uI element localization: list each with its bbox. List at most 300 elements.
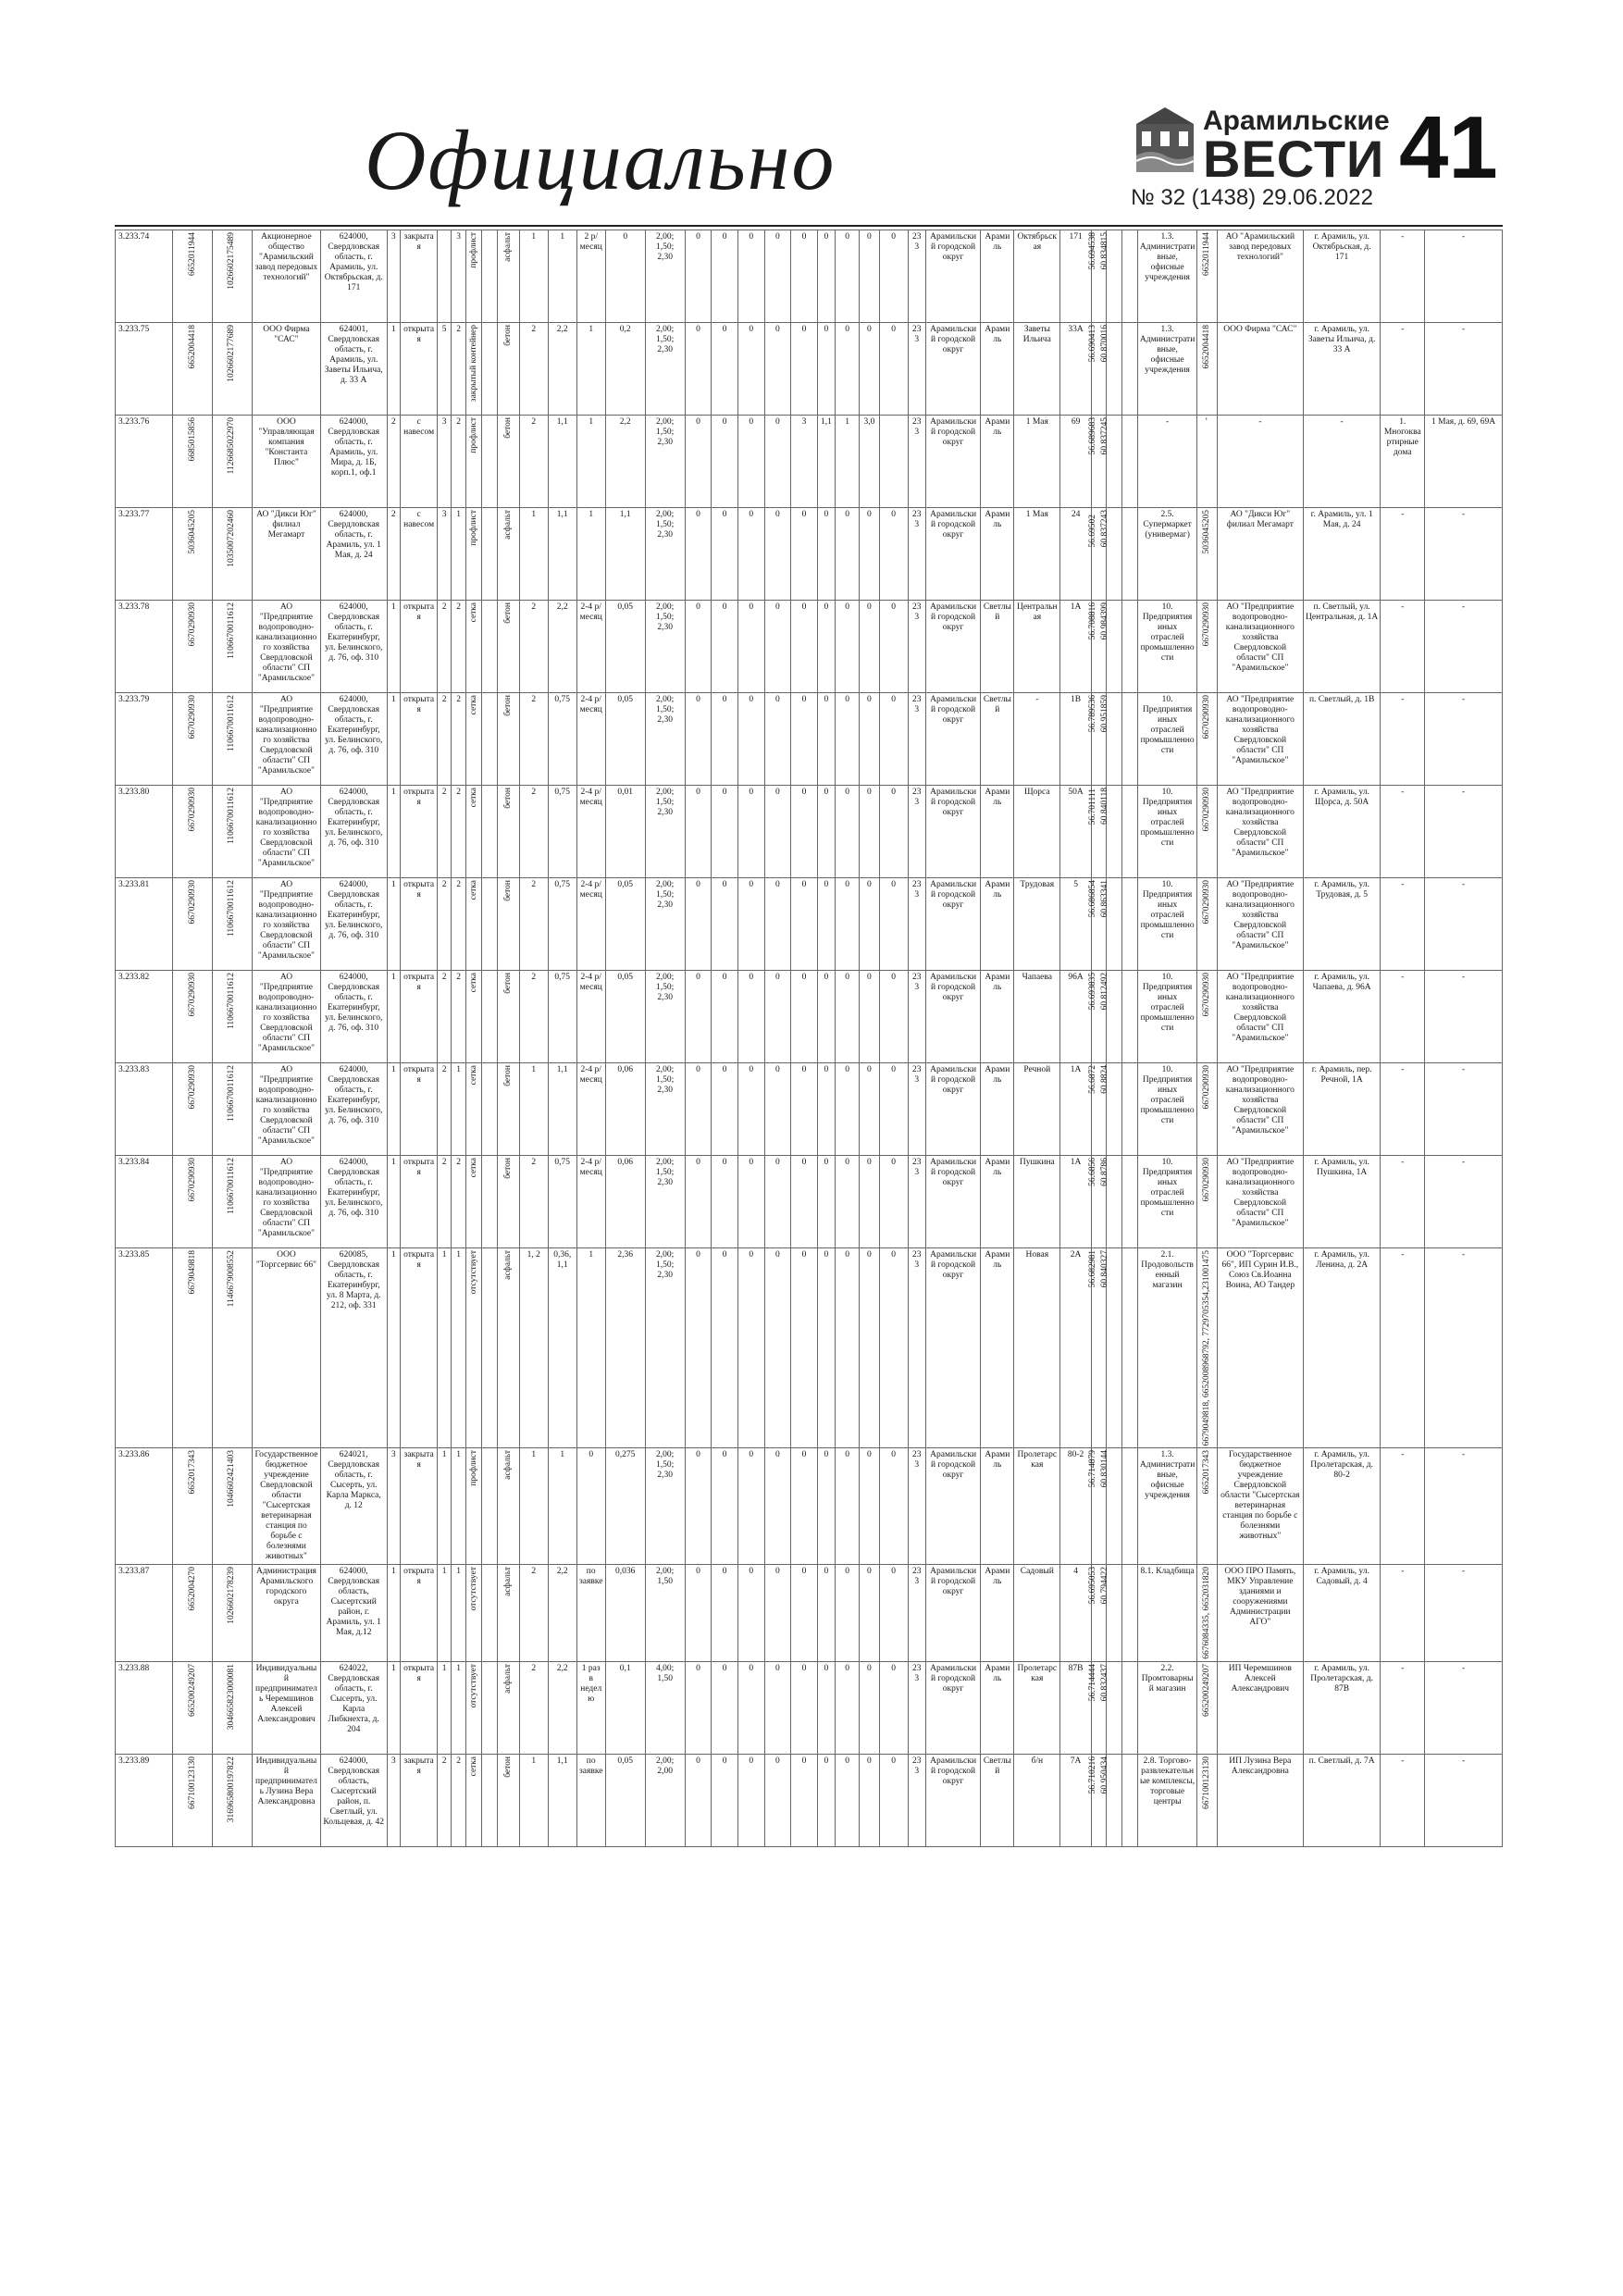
site-count: 1: [387, 1063, 400, 1156]
settlement: Арамиль: [981, 416, 1014, 508]
extra-value: 0: [860, 230, 879, 323]
source-inn: [1197, 971, 1217, 1063]
extra-value: 0: [685, 1755, 712, 1847]
street: Пушкина: [1014, 1156, 1060, 1248]
oktmo-code: 233: [908, 508, 925, 601]
coord-spacer-2: [1122, 878, 1138, 971]
oktmo-code: 233: [908, 1156, 925, 1248]
oktmo-code: 233: [908, 323, 925, 416]
newspaper-logo-main: ВЕСТИ: [1203, 130, 1385, 188]
coat-of-arms-icon: [1129, 104, 1201, 178]
source-inn-1: 6652011944: [1202, 232, 1212, 277]
house-number: 87В: [1060, 1662, 1091, 1755]
owner-ogrn: [213, 230, 253, 323]
source-inn-1: -: [1202, 417, 1212, 421]
site-cover-1: сетка: [468, 1065, 478, 1086]
site-cover-1: сетка: [468, 695, 478, 715]
row-number: 3.233.86: [116, 1448, 173, 1565]
extra-value: 0: [835, 1248, 859, 1448]
coordinates-2: 60.837245: [1099, 417, 1109, 455]
container-qty: 2: [519, 786, 548, 878]
street: Чапаева: [1014, 971, 1060, 1063]
extra-value: 0: [685, 1156, 712, 1248]
extra-value: 0: [712, 601, 738, 693]
site-base-1: бетон: [502, 1756, 513, 1778]
coordinates: [1087, 1565, 1109, 1662]
owner-inn: [173, 1156, 213, 1248]
container-count: 3: [451, 230, 466, 323]
housing-address: -: [1425, 1156, 1503, 1248]
site-count: 1: [387, 323, 400, 416]
owner-ogrn-1: 1106670011612: [227, 602, 237, 660]
source-category: 10. Предприятия иных отраслей промышленности: [1137, 1063, 1196, 1156]
owner-inn-1: 665200249207: [187, 1664, 197, 1718]
extra-value: 0: [817, 1565, 835, 1662]
street: Заветы Ильича: [1014, 323, 1060, 416]
site-cover-1: профлист: [468, 510, 478, 546]
extra-value: 0: [835, 693, 859, 786]
source-category: 10. Предприятия иных отраслей промышленности: [1137, 878, 1196, 971]
owner-inn-1: 6670290930: [187, 1158, 197, 1202]
coordinates-1: 56.714879: [1087, 1450, 1097, 1488]
extra-value: 0: [737, 878, 764, 971]
housing-address: -: [1425, 323, 1503, 416]
owner-inn-1: 6652004418: [187, 325, 197, 369]
extra-value: 0: [817, 786, 835, 878]
source-category: 1.3. Административные, офисные учреждения: [1137, 230, 1196, 323]
extra-value: 0: [737, 1448, 764, 1565]
extra-value: 0: [791, 971, 818, 1063]
municipality: Арамильский городской округ: [925, 1248, 981, 1448]
extra-value: 1,1: [817, 416, 835, 508]
site-base-1: асфальт: [502, 1567, 513, 1597]
source-category: 2.2. Промтоварный магазин: [1137, 1662, 1196, 1755]
source-organization: АО "Арамильский завод передовых технологий": [1217, 230, 1303, 323]
site-base: [497, 1448, 519, 1565]
owner-ogrn-1: 1126685022970: [227, 417, 237, 475]
source-organization: ИП Лузина Вера Александровна: [1217, 1755, 1303, 1847]
extra-value: 0: [685, 1565, 712, 1662]
site-base: [497, 1755, 519, 1847]
extra-value: 0: [879, 508, 908, 601]
owner-inn-1: 6670290930: [187, 1065, 197, 1110]
extra-value: 0: [860, 323, 879, 416]
extra-value: 0: [879, 230, 908, 323]
table-row: [116, 601, 1503, 693]
extra-value: 0: [764, 1755, 791, 1847]
site-cover: [466, 971, 482, 1063]
extra-value: 0: [737, 786, 764, 878]
site-base: [497, 230, 519, 323]
oktmo-code: 233: [908, 786, 925, 878]
extra-value: 0: [712, 693, 738, 786]
municipality: Арамильский городской округ: [925, 878, 981, 971]
site-cover: [466, 1662, 482, 1755]
owner-ogrn-1: 1106670011612: [227, 880, 237, 937]
extra-value: 0: [791, 508, 818, 601]
site-type: открытая: [400, 1063, 438, 1156]
container-count: 2: [451, 416, 466, 508]
pickup-frequency: 2-4 р/месяц: [576, 1156, 605, 1248]
extra-value: 0: [791, 1755, 818, 1847]
source-organization: ООО ПРО Память, МКУ Управление зданиями и сооружениями Администрации АГО": [1217, 1565, 1303, 1662]
owner-inn: [173, 323, 213, 416]
source-organization: АО "Предприятие водопроводно-канализационного хозяйства Свердловской области" СП "Арамильское": [1217, 786, 1303, 878]
row-number: 3.233.84: [116, 1156, 173, 1248]
site-cover: [466, 323, 482, 416]
oktmo-code: 233: [908, 1063, 925, 1156]
owner-inn: [173, 1448, 213, 1565]
container-qty: 2: [519, 1156, 548, 1248]
daily-volume: 0,2: [605, 323, 645, 416]
site-cover: [466, 1448, 482, 1565]
container-count-2: [482, 416, 498, 508]
owner-inn: [173, 1662, 213, 1755]
coordinates: [1087, 323, 1109, 416]
site-base-1: бетон: [502, 788, 513, 809]
container-qty: 2: [519, 693, 548, 786]
street: Новая: [1014, 1248, 1060, 1448]
site-cover: [466, 1248, 482, 1448]
site-sep: [438, 230, 451, 323]
housing-address: -: [1425, 1448, 1503, 1565]
source-organization: АО "Предприятие водопроводно-канализационного хозяйства Свердловской области" СП "Арамильское": [1217, 971, 1303, 1063]
source-category: 2.8. Торгово-развлекательные комплексы, торговые центры: [1137, 1755, 1196, 1847]
extra-value: 0: [791, 323, 818, 416]
site-type: открытая: [400, 1248, 438, 1448]
site-base: [497, 786, 519, 878]
extra-value: 0: [817, 1448, 835, 1565]
coordinates: [1087, 1063, 1109, 1156]
coordinates: [1087, 786, 1109, 878]
extra-value: 0: [685, 601, 712, 693]
owner-ogrn: [213, 1248, 253, 1448]
coordinates: [1087, 1755, 1109, 1847]
source-organization: АО "Предприятие водопроводно-канализационного хозяйства Свердловской области" СП "Арамильское": [1217, 693, 1303, 786]
container-count: 2: [451, 1156, 466, 1248]
site-count: 1: [387, 971, 400, 1063]
house-number: 4: [1060, 1565, 1091, 1662]
site-base: [497, 971, 519, 1063]
municipality: Арамильский городской округ: [925, 601, 981, 693]
owner-ogrn: [213, 1662, 253, 1755]
municipality: Арамильский городской округ: [925, 786, 981, 878]
source-inn-1: 6670290930: [1202, 973, 1212, 1017]
site-dimensions: 2,00; 1,50; 2,30: [645, 971, 685, 1063]
coordinates: [1087, 1248, 1109, 1448]
pickup-frequency: 2-4 р/месяц: [576, 1063, 605, 1156]
source-category: 2.5. Супермаркет (универмаг): [1137, 508, 1196, 601]
site-base-1: бетон: [502, 880, 513, 901]
extra-value: 0: [817, 1662, 835, 1755]
owner-inn: [173, 1248, 213, 1448]
site-base-1: асфальт: [502, 1250, 513, 1280]
container-volume: 1,1: [548, 508, 576, 601]
housing-address: -: [1425, 1755, 1503, 1847]
container-volume: 1: [548, 230, 576, 323]
extra-value: 0: [737, 1063, 764, 1156]
extra-value: 0: [835, 1565, 859, 1662]
coordinates-1: 56.686854: [1087, 880, 1097, 918]
issue-info: № 32 (1438) 29.06.2022: [1131, 185, 1373, 210]
coordinates: [1087, 971, 1109, 1063]
site-count: 1: [387, 1565, 400, 1662]
coordinates: [1087, 878, 1109, 971]
settlement: Арамиль: [981, 508, 1014, 601]
site-cover: [466, 1156, 482, 1248]
row-number: 3.233.88: [116, 1662, 173, 1755]
owner-inn: [173, 601, 213, 693]
settlement: Светлый: [981, 601, 1014, 693]
extra-value: 0: [879, 693, 908, 786]
owner-address: 624000, Свердловская область, г. Арамиль, ул. Мира, д. 1Б, корп.1, оф.1: [320, 416, 387, 508]
housing-address: -: [1425, 1662, 1503, 1755]
table-row: [116, 1448, 1503, 1565]
pickup-frequency: 1 раз в неделю: [576, 1662, 605, 1755]
oktmo-code: 233: [908, 416, 925, 508]
owner-ogrn-1: 1035007202460: [227, 510, 237, 567]
container-count: 1: [451, 1662, 466, 1755]
extra-value: 0: [879, 1565, 908, 1662]
source-inn-1: 6676084335, 6652031820: [1202, 1567, 1212, 1660]
site-base-1: бетон: [502, 695, 513, 716]
coordinates-2: 60.832437: [1099, 1664, 1109, 1702]
extra-value: 0: [860, 878, 879, 971]
source-inn-1: 6670290930: [1202, 695, 1212, 739]
owner-ogrn: [213, 1565, 253, 1662]
settlement: Арамиль: [981, 1448, 1014, 1565]
site-dimensions: 2,00; 2,00: [645, 1755, 685, 1847]
extra-value: 0: [879, 1063, 908, 1156]
extra-value: 0: [791, 786, 818, 878]
extra-value: 0: [817, 601, 835, 693]
coordinates-2: 60.870016: [1099, 325, 1109, 363]
owner-inn-1: 6670290930: [187, 695, 197, 739]
extra-value: 0: [764, 1248, 791, 1448]
owner-address: 624000, Свердловская область, г. Арамиль, ул. Октябрьская, д. 171: [320, 230, 387, 323]
owner-name: АО "Предприятие водопроводно-канализационного хозяйства Свердловской области" СП "Арамильское": [252, 1063, 320, 1156]
house-number: 1А: [1060, 1063, 1091, 1156]
source-organization: ООО "Торгсервис 66", ИП Сурин И.В., Союз Св.Иоанна Воина, АО Тандер: [1217, 1248, 1303, 1448]
site-dimensions: 2,00; 1,50; 2,30: [645, 693, 685, 786]
source-inn: [1197, 1565, 1217, 1662]
extra-value: 0: [860, 1662, 879, 1755]
coordinates: [1087, 416, 1109, 508]
extra-value: 0: [712, 323, 738, 416]
owner-ogrn: [213, 1156, 253, 1248]
coordinates-1: 56.789536: [1087, 695, 1097, 733]
house-number: 24: [1060, 508, 1091, 601]
site-count: 1: [387, 693, 400, 786]
extra-value: 0: [685, 230, 712, 323]
source-inn-1: 6652017343: [1202, 1450, 1212, 1495]
extra-value: 0: [835, 508, 859, 601]
page-number: 41: [1399, 98, 1498, 197]
pickup-frequency: по заявке: [576, 1755, 605, 1847]
row-number: 3.233.77: [116, 508, 173, 601]
owner-address: 624000, Свердловская область, г. Екатеринбург, ул. Белинского, д. 76, оф. 310: [320, 1156, 387, 1248]
settlement: Арамиль: [981, 1662, 1014, 1755]
owner-inn: [173, 971, 213, 1063]
site-cover-1: закрытый контейнер: [468, 325, 478, 403]
owner-name: АО "Предприятие водопроводно-канализационного хозяйства Свердловской области" СП "Арамильское": [252, 693, 320, 786]
owner-address: 620085, Свердловская область, г. Екатеринбург, ул. 8 Марта, д. 212, оф. 331: [320, 1248, 387, 1448]
extra-value: 0: [879, 601, 908, 693]
owner-ogrn-1: 1106670011612: [227, 788, 237, 845]
site-sep: 2: [438, 1755, 451, 1847]
site-sep: 1: [438, 1662, 451, 1755]
owner-ogrn: [213, 786, 253, 878]
site-type: закрытая: [400, 1448, 438, 1565]
source-inn-1: 6670290930: [1202, 788, 1212, 832]
coord-spacer-2: [1122, 1755, 1138, 1847]
extra-value: 0: [817, 1755, 835, 1847]
source-inn: [1197, 1156, 1217, 1248]
daily-volume: 2,2: [605, 416, 645, 508]
container-count: 1: [451, 1063, 466, 1156]
coordinates: [1087, 508, 1109, 601]
container-count-2: [482, 601, 498, 693]
street: Пролетарская: [1014, 1448, 1060, 1565]
coordinates-2: 60.830144: [1099, 1450, 1109, 1488]
site-type: открытая: [400, 878, 438, 971]
site-dimensions: 2,00; 1,50; 2,30: [645, 323, 685, 416]
extra-value: 0: [737, 971, 764, 1063]
extra-value: 0: [712, 1755, 738, 1847]
extra-value: 0: [879, 1448, 908, 1565]
site-dimensions: 2,00; 1,50; 2,30: [645, 230, 685, 323]
extra-value: 0: [879, 786, 908, 878]
extra-value: 0: [685, 693, 712, 786]
source-address: г. Арамиль, ул. Садовый, д. 4: [1303, 1565, 1381, 1662]
owner-ogrn-1: 1106670011612: [227, 1158, 237, 1215]
coordinates: [1087, 1448, 1109, 1565]
site-base: [497, 416, 519, 508]
owner-inn-1: 6652017343: [187, 1450, 197, 1495]
owner-ogrn: [213, 971, 253, 1063]
extra-value: 0: [685, 786, 712, 878]
container-count-2: [482, 1565, 498, 1662]
extra-value: 0: [879, 1662, 908, 1755]
site-dimensions: 2,00; 1,50; 2,30: [645, 601, 685, 693]
extra-value: 0: [817, 971, 835, 1063]
site-base: [497, 878, 519, 971]
site-count: 1: [387, 786, 400, 878]
coord-spacer-2: [1122, 230, 1138, 323]
oktmo-code: 233: [908, 693, 925, 786]
settlement: Арамиль: [981, 1565, 1014, 1662]
container-count-2: [482, 878, 498, 971]
house-number: 96А: [1060, 971, 1091, 1063]
daily-volume: 0: [605, 230, 645, 323]
extra-value: 0: [860, 601, 879, 693]
table-row: [116, 1662, 1503, 1755]
source-address: г. Арамиль, пер. Речной, 1А: [1303, 1063, 1381, 1156]
extra-value: 0: [737, 1156, 764, 1248]
row-number: 3.233.82: [116, 971, 173, 1063]
source-category: 10. Предприятия иных отраслей промышленности: [1137, 601, 1196, 693]
coordinates-2: 60.951859: [1099, 695, 1109, 733]
extra-value: 0: [737, 1755, 764, 1847]
site-count: 1: [387, 1248, 400, 1448]
coordinates-1: 56.694538: [1087, 232, 1097, 270]
owner-name: Индивидуальный предприниматель Лузина Вера Александровна: [252, 1755, 320, 1847]
extra-value: 0: [764, 601, 791, 693]
table-row: [116, 786, 1503, 878]
container-count: 2: [451, 971, 466, 1063]
site-base-1: бетон: [502, 417, 513, 439]
street: Пролетарская: [1014, 1662, 1060, 1755]
owner-inn-1: 6670290930: [187, 880, 197, 925]
oktmo-code: 233: [908, 1448, 925, 1565]
container-volume: 1,1: [548, 1063, 576, 1156]
extra-value: 0: [860, 1755, 879, 1847]
owner-address: 624000, Свердловская область, г. Екатеринбург, ул. Белинского, д. 76, оф. 310: [320, 601, 387, 693]
extra-value: 0: [712, 1063, 738, 1156]
site-type: открытая: [400, 693, 438, 786]
extra-value: 0: [835, 1755, 859, 1847]
pickup-frequency: 2-4 р/месяц: [576, 786, 605, 878]
container-count-2: [482, 971, 498, 1063]
owner-name: Государственное бюджетное учреждение Свердловской области "Сысертская ветеринарная станция по борьбе с болезнями животных": [252, 1448, 320, 1565]
site-sep: 1: [438, 1565, 451, 1662]
pickup-frequency: 2-4 р/месяц: [576, 693, 605, 786]
housing-type: -: [1381, 508, 1425, 601]
extra-value: 0: [685, 1448, 712, 1565]
source-address: г. Арамиль, ул. Щорса, д. 50А: [1303, 786, 1381, 878]
container-volume: 0,36, 1,1: [548, 1248, 576, 1448]
owner-inn-1: 6685015856: [187, 417, 197, 462]
coordinates-2: 60.8786: [1099, 1158, 1109, 1186]
table-row: [116, 1063, 1503, 1156]
extra-value: 0: [764, 1448, 791, 1565]
coordinates-2: 60.812492: [1099, 973, 1109, 1011]
owner-ogrn: [213, 693, 253, 786]
site-base-1: бетон: [502, 973, 513, 994]
house-number: 33А: [1060, 323, 1091, 416]
extra-value: 0: [737, 508, 764, 601]
owner-ogrn-1: 1026602178239: [227, 1567, 237, 1625]
extra-value: 3: [791, 416, 818, 508]
site-cover-1: сетка: [468, 602, 478, 623]
extra-value: 0: [737, 693, 764, 786]
extra-value: 0: [860, 1156, 879, 1248]
coordinates-2: 60.840118: [1099, 788, 1109, 825]
extra-value: 0: [817, 323, 835, 416]
site-cover: [466, 416, 482, 508]
extra-value: 0: [685, 323, 712, 416]
extra-value: 0: [817, 230, 835, 323]
table-row: [116, 693, 1503, 786]
coordinates-2: 60.8824: [1099, 1065, 1109, 1094]
site-dimensions: 2,00; 1,50; 2,30: [645, 1248, 685, 1448]
extra-value: 0: [737, 416, 764, 508]
owner-inn: [173, 230, 213, 323]
source-inn-1: 6670290930: [1202, 602, 1212, 647]
daily-volume: 0,275: [605, 1448, 645, 1565]
settlement: Арамиль: [981, 1156, 1014, 1248]
site-type: открытая: [400, 601, 438, 693]
street: Трудовая: [1014, 878, 1060, 971]
site-type: открытая: [400, 1565, 438, 1662]
site-base: [497, 693, 519, 786]
extra-value: 0: [737, 1248, 764, 1448]
site-cover-1: профлист: [468, 232, 478, 268]
source-address: -: [1303, 416, 1381, 508]
municipality: Арамильский городской округ: [925, 693, 981, 786]
owner-inn-1: 6670290930: [187, 973, 197, 1017]
table-row: [116, 878, 1503, 971]
